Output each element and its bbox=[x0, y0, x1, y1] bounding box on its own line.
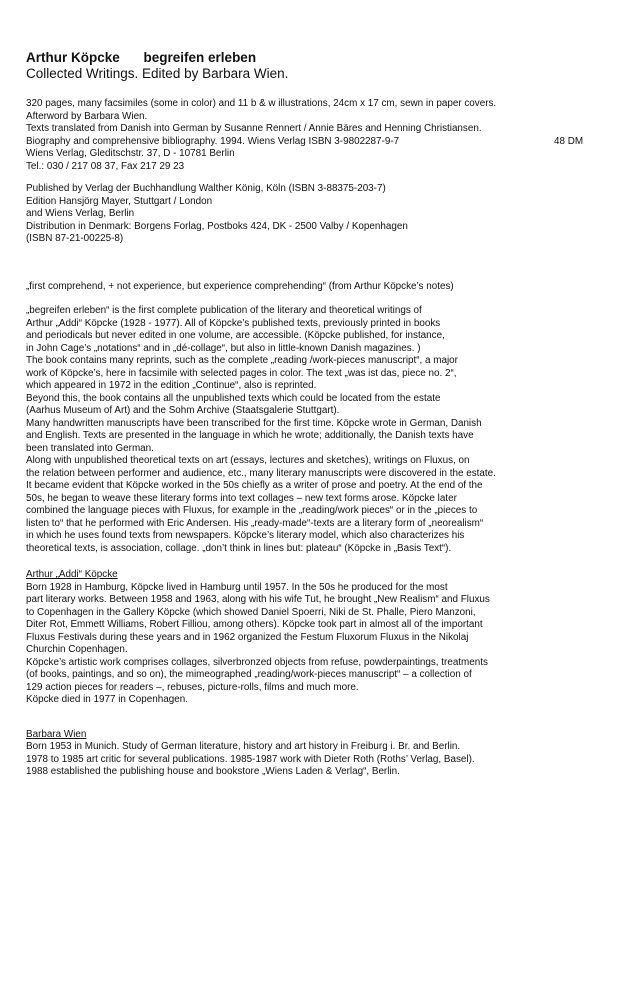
bio-line: Born 1953 in Munich. Study of German literature, history and art history in Freiburg i. Br. and Berlin. bbox=[26, 741, 461, 752]
details-line: Texts translated from Danish into German by Susanne Rennert / Annie Bäres and Henning Christiansen. bbox=[26, 123, 482, 134]
wien-heading: Barbara Wien bbox=[26, 728, 87, 740]
book-details bbox=[26, 98, 626, 173]
intro-line: It became evident that Köpcke worked in the 50s chiefly as a writer of prose and poetry. At the end of the bbox=[26, 480, 483, 491]
intro-line: Many handwritten manuscripts have been transcribed for the first time. Köpcke wrote in German, Danish bbox=[26, 417, 482, 429]
publisher-info bbox=[26, 183, 626, 246]
book-title-row bbox=[26, 50, 626, 66]
details-line bbox=[26, 136, 626, 149]
bio-line: 129 action pieces for readers –, rebuses, picture-rolls, films and much more. bbox=[26, 681, 359, 693]
details-line: Tel.: 030 / 217 08 37, Fax 217 29 23 bbox=[26, 160, 185, 172]
intro-line: Arthur „Addi“ Köpcke (1928 - 1977). All of Köpcke’s published texts, previously printed in books bbox=[26, 317, 441, 329]
intro-line: and periodicals but never edited in one volume, are accessible. (Köpcke published, for instance, bbox=[26, 330, 445, 341]
bio-line: Fluxus Festivals during these years and in 1962 organized the Festum Fluxorum Fluxus in the Nikolaj bbox=[26, 631, 469, 643]
details-line: 320 pages, many facsimiles (some in color) and 11 b & w illustrations, 24cm x 17 cm, sewn in paper covers. bbox=[26, 98, 497, 109]
price: 48 DM bbox=[554, 135, 584, 147]
intro-line: work of Köpcke’s, here in facsimile with selected pages in color. The text „was ist das, piece no. 2“, bbox=[26, 367, 457, 379]
intro-line: in which he uses found texts from newspapers. Köpcke’s literary model, which also characterizes his bbox=[26, 530, 465, 541]
bio-line: 1988 established the publishing house and bookstore „Wiens Laden & Verlag“, Berlin. bbox=[26, 766, 400, 777]
bio-line: Born 1928 in Hamburg, Köpcke lived in Hamburg until 1957. In the 50s he produced for the most bbox=[26, 581, 448, 593]
wien-biography bbox=[26, 729, 626, 779]
intro-line: listen to“ that he performed with Eric Andersen. His „ready-made“-texts are a literary form of „neorealism“ bbox=[26, 517, 484, 529]
bio-line: 1978 to 1985 art critic for several publications. 1985-1987 work with Dieter Roth (Roths’ Verlag, Basel). bbox=[26, 753, 475, 765]
intro-line: combined the language pieces with Fluxus, for example in the „reading/work pieces“ or in the „pieces to bbox=[26, 505, 478, 516]
publisher-line: Edition Hansjörg Mayer, Stuttgart / London bbox=[26, 195, 213, 207]
publisher-line: Distribution in Denmark: Borgens Forlag, Postboks 424, DK - 2500 Valby / Kopenhagen bbox=[26, 220, 408, 232]
bio-line: Köpcke’s artistic work comprises collages, silverbronzed objects from refuse, powderpaintings, treatments bbox=[26, 656, 488, 668]
quote-text: „first comprehend, + not experience, but experience comprehending“ (from Arthur Köpcke’s notes) bbox=[26, 280, 454, 292]
intro-line: been translated into German. bbox=[26, 442, 154, 454]
publisher-line: (ISBN 87-21-00225-8) bbox=[26, 233, 124, 244]
isbn-line: Biography and comprehensive bibliography. 1994. Wiens Verlag ISBN 3-9802287-9-7 bbox=[26, 135, 400, 147]
bio-line: Köpcke died in 1977 in Copenhagen. bbox=[26, 694, 188, 705]
koepcke-biography bbox=[26, 569, 626, 707]
details-line: Afterword by Barbara Wien. bbox=[26, 110, 148, 122]
intro-line: Beyond this, the book contains all the unpublished texts which could be located from the estate bbox=[26, 392, 441, 404]
intro-line: theoretical texts, is association, collage. „don’t think in lines but: plateau“ (Köpcke in „Basis Text“). bbox=[26, 542, 452, 554]
intro-line: Along with unpublished theoretical texts on art (essays, lectures and sketches), writings on Fluxus, on bbox=[26, 455, 470, 466]
book-title: begreifen erleben bbox=[143, 50, 257, 65]
publisher-line: and Wiens Verlag, Berlin bbox=[26, 208, 135, 219]
book-subtitle: Collected Writings. Edited by Barbara Wien. bbox=[26, 66, 289, 81]
author-name: Arthur Köpcke bbox=[26, 50, 120, 65]
intro-line: in John Cage’s „notations“ and in „dé-collage“, but also in little-known Danish magazines. ) bbox=[26, 342, 421, 354]
bio-line: part literary works. Between 1958 and 1963, along with his wife Tut, he brought „New Realism“ and Fluxus bbox=[26, 594, 490, 605]
intro-line: 50s, he began to weave these literary forms into text collages – new text forms arose. Köpcke later bbox=[26, 492, 457, 504]
intro-line: „begreifen erleben“ is the first complete publication of the literary and theoretical writings of bbox=[26, 305, 422, 316]
details-line: Wiens Verlag, Gleditschstr. 37, D - 10781 Berlin bbox=[26, 148, 235, 159]
intro-line: the relation between performer and audience, etc., many literary manuscripts were discovered in the estate. bbox=[26, 467, 496, 479]
bio-line: Churchin Copenhagen. bbox=[26, 644, 128, 655]
bio-line: to Copenhagen in the Gallery Köpcke (which showed Daniel Spoerri, Niki de St. Phalle, Piero Manzoni, bbox=[26, 606, 476, 618]
intro-line: and English. Texts are presented in the language in which he wrote; additionally, the Danish texts have bbox=[26, 430, 474, 441]
intro-text bbox=[26, 305, 626, 555]
koepcke-quote bbox=[26, 281, 626, 294]
intro-line: (Aarhus Museum of Art) and the Sohm Archive (Staatsgalerie Stuttgart). bbox=[26, 405, 340, 416]
intro-line: which appeared in 1972 in the edition „Continue“, also is reprinted. bbox=[26, 380, 317, 391]
intro-line: The book contains many reprints, such as the complete „reading /work-pieces manuscript“, a major bbox=[26, 355, 458, 366]
bio-line: (of books, paintings, and so on), the mimeographed „reading/work-pieces manuscript“ – a collection of bbox=[26, 669, 472, 680]
publisher-line: Published by Verlag der Buchhandlung Walther König, Köln (ISBN 3-88375-203-7) bbox=[26, 183, 386, 194]
bio-line: Diter Rot, Emmett Williams, Robert Filliou, among others). Köpcke took part in almost all of the important bbox=[26, 619, 483, 630]
document-page bbox=[26, 50, 626, 779]
koepcke-heading: Arthur „Addi“ Köpcke bbox=[26, 569, 118, 580]
